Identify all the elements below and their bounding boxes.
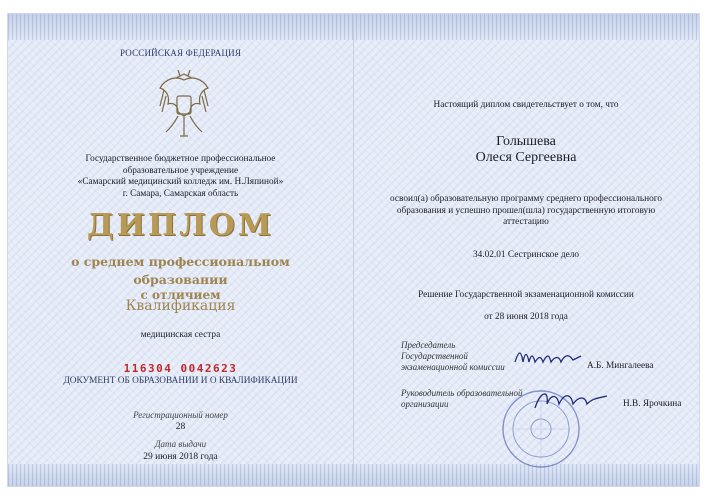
intro-text: Настоящий диплом свидетельствует о том, что xyxy=(433,100,619,110)
institution-line: г. Самара, Самарская область xyxy=(122,188,239,199)
chair-label-line: экзаменационной комиссии xyxy=(401,362,505,372)
program-line: образования и успешно прошел(шла) государственную итоговую xyxy=(396,205,656,216)
qualification-value: медицинская сестра xyxy=(140,330,221,340)
head-label-line: Руководитель образовательной xyxy=(401,388,523,398)
head-name: Н.В. Ярочкина xyxy=(623,399,682,409)
chair-label-line: Председатель xyxy=(401,340,456,350)
institution-block xyxy=(8,154,353,200)
issue-date: 29 июня 2018 года xyxy=(143,452,218,462)
diploma-title: ДИПЛОМ xyxy=(86,208,275,243)
subtitle-line: о среднем профессиональном xyxy=(71,254,290,269)
graduate-surname: Голышева xyxy=(496,134,556,149)
chair-name: А.Б. Мингалеева xyxy=(587,361,654,371)
registration-label: Регистрационный номер xyxy=(133,410,228,420)
coat-of-arms-icon xyxy=(156,66,212,148)
program-statement xyxy=(353,194,699,229)
subtitle-line: образовании xyxy=(133,272,228,287)
qualification-heading: Квалификация xyxy=(125,298,236,314)
chair-label xyxy=(401,340,505,373)
graduate-given-names: Олеся Сергеевна xyxy=(475,150,577,165)
specialty: 34.02.01 Сестринское дело xyxy=(473,250,579,260)
country-header: РОССИЙСКАЯ ФЕДЕРАЦИЯ xyxy=(119,48,242,58)
institution-line: Государственное бюджетное профессиональное xyxy=(85,154,276,164)
subtitle-line: с отличием xyxy=(140,288,221,302)
head-label-line: организации xyxy=(401,399,449,409)
document-name: ДОКУМЕНТ ОБ ОБРАЗОВАНИИ И О КВАЛИФИКАЦИИ xyxy=(63,376,298,386)
registration-number: 28 xyxy=(175,422,186,432)
program-line: аттестацию xyxy=(503,217,549,227)
diploma-sheet xyxy=(8,14,699,486)
chair-label-line: Государственной xyxy=(401,351,468,361)
chair-signature-icon xyxy=(513,344,583,370)
right-page xyxy=(353,14,699,486)
institution-line: образовательное учреждение xyxy=(122,165,239,176)
commission-decision: Решение Государственной экзаменационной комиссии xyxy=(418,290,634,300)
commission-date: от 28 июня 2018 года xyxy=(484,312,568,322)
left-page xyxy=(8,14,353,486)
program-line: освоил(а) образовательную программу среднего профессионального xyxy=(390,194,662,204)
institution-line: «Самарский медицинский колледж им. Н.Ляпиной» xyxy=(77,177,284,187)
issue-date-label: Дата выдачи xyxy=(154,439,207,449)
head-signature-icon xyxy=(531,386,611,414)
serial-number: 116304 0042623 xyxy=(123,362,238,375)
